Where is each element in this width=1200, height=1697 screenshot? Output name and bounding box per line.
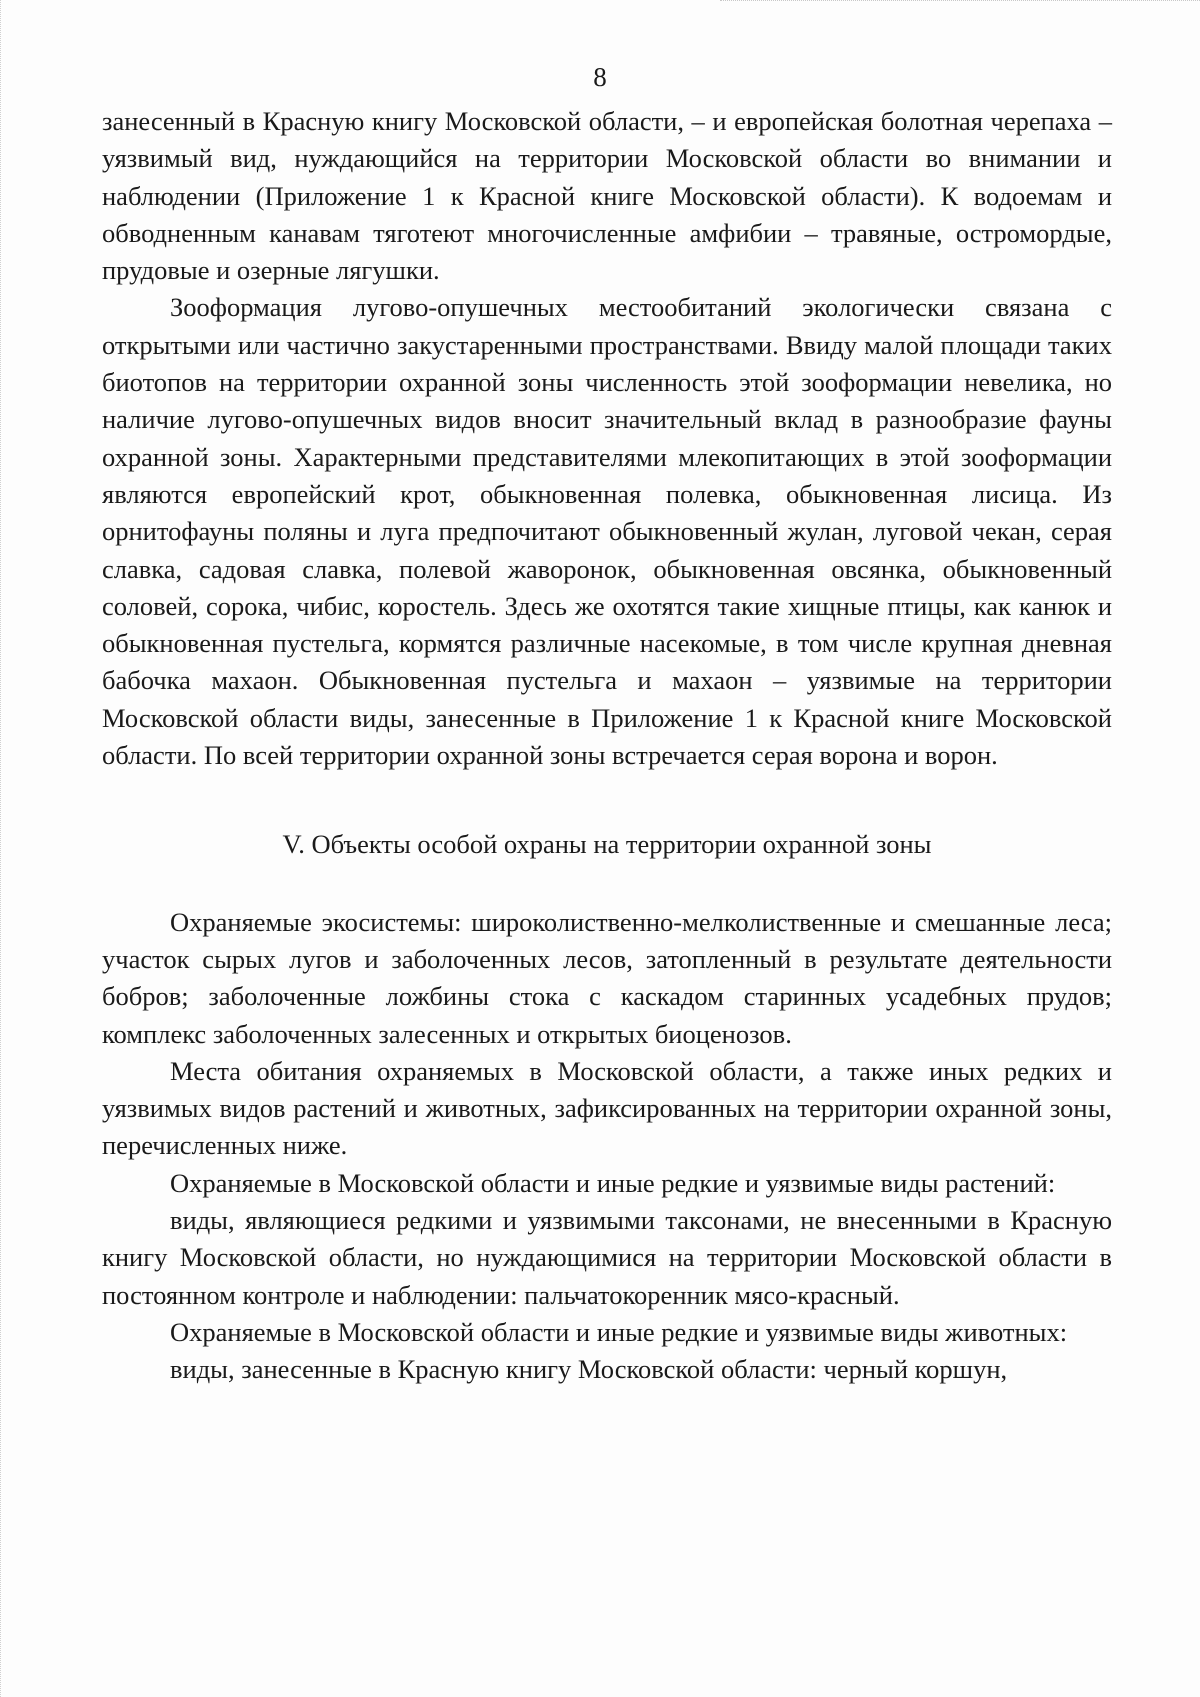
paragraph-habitats: Места обитания охраняемых в Московской области, а также иных редких и уязвимых видов растений и животных, зафиксированных на территории охранной зоны, перечисленных ниже. (102, 1055, 1112, 1161)
paragraph-animals-heading: Охраняемые в Московской области и иные редкие и уязвимые виды животных: (170, 1316, 1068, 1347)
scan-edge-left (0, 0, 3, 1697)
section-heading: V. Объекты особой охраны на территории охранной зоны (282, 829, 932, 860)
paragraph-plants-list: виды, являющиеся редкими и уязвимыми таксонами, не внесенными в Красную книгу Московской области, но нуждающимися на территории Московской области в постоянном контроле и наблюдении: пальчатокоренник мясо-красный. (102, 1205, 1112, 1310)
paragraph-plants-heading: Охраняемые в Московской области и иные редкие и уязвимые виды растений: (170, 1167, 1056, 1198)
paragraph-zooformation: Зооформация лугово-опушечных местообитаний экологически связана с открытыми или частично закустаренными пространствами. Ввиду малой площади таких биотопов на территории охранной зоны численность этой зооформации невелика, но наличие лугово-опушечных видов вносит значительный вклад в разнообразие фауны охранной зоны. Характерными представителями млекопитающих в этой зооформации являются европейский крот, обыкновенная полевка, обыкновенная лисица. Из орнитофауны поляны и луга предпочитают обыкновенный жулан, луговой чекан, серая славка, садовая славка, полевой жаворонок, обыкновенная овсянка, обыкновенный соловей, сорока, чибис, коростель. Здесь же охотятся такие хищные птицы, как канюк и обыкновенная пустельга, кормятся различные насекомые, в том числе крупная дневная бабочка махаон. Обыкновенная пустельга и махаон – уязвимые на территории Московской области виды, занесенные в Приложение 1 к Красной книге Московской области. По всей территории охранной зоны встречается серая ворона и ворон. (102, 292, 1112, 771)
paragraph-continuation: занесенный в Красную книгу Московской области, – и европейская болотная черепаха – уязвимый вид, нуждающийся на территории Московской области во внимании и наблюдении (Приложение 1 к Красной книге Московской области). К водоемам и обводненным канавам тяготеют многочисленные амфибии – травяные, остромордые, прудовые и озерные лягушки. (102, 106, 1112, 286)
scan-edge-top (720, 0, 1200, 4)
paragraph-animals-list: виды, занесенные в Красную книгу Московской области: черный коршун, (170, 1354, 1008, 1385)
page-number: 8 (593, 62, 607, 92)
document-body (102, 103, 1112, 1389)
paragraph-protected-ecosystems: Охраняемые экосистемы: широколиственно-мелколиственные и смешанные леса; участок сырых лугов и заболоченных лесов, затопленный в результате деятельности бобров; заболоченные ложбины стока с каскадом старинных усадебных прудов; комплекс заболоченных залесенных и открытых биоценозов. (102, 906, 1112, 1049)
